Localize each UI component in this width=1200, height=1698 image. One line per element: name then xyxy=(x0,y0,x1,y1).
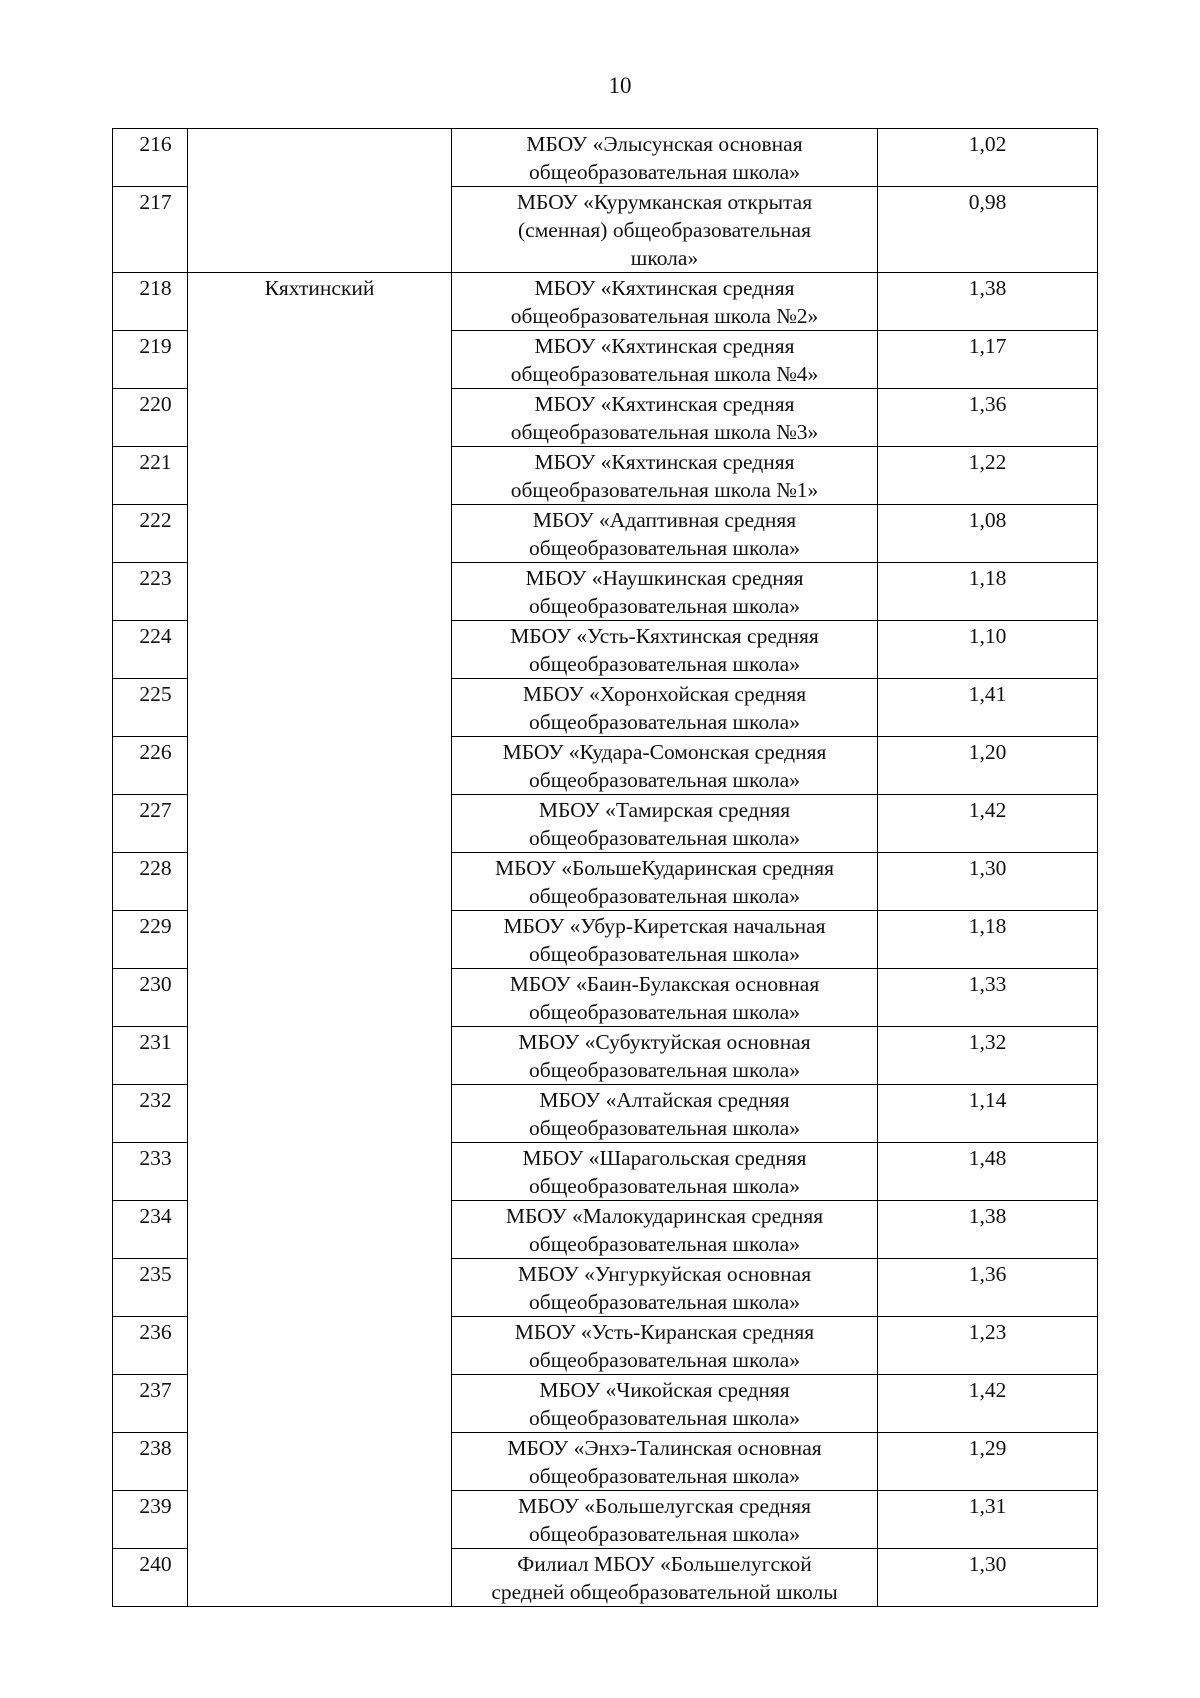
row-number-cell xyxy=(113,273,188,331)
value-cell xyxy=(878,1259,1098,1317)
row-number-cell xyxy=(113,563,188,621)
value-cell xyxy=(878,563,1098,621)
value-cell xyxy=(878,911,1098,969)
school-name-cell xyxy=(452,969,878,1027)
coefficient-value: 1,17 xyxy=(968,334,1007,358)
school-name-cell xyxy=(452,505,878,563)
school-name-cell xyxy=(452,563,878,621)
school-name: МБОУ «Хоронхойская средняя общеобразовательная школа» xyxy=(522,682,807,734)
coefficient-value: 1,38 xyxy=(968,276,1007,300)
row-number-cell xyxy=(113,1549,188,1607)
coefficient-value: 1,08 xyxy=(968,508,1007,532)
school-name: МБОУ «Усть-Киранская средняя общеобразовательная школа» xyxy=(514,1320,815,1372)
schools-table xyxy=(112,128,1098,1607)
row-number: 233 xyxy=(139,1146,172,1170)
school-name: МБОУ «Большелугская средняя общеобразовательная школа» xyxy=(518,1494,811,1546)
row-number-cell xyxy=(113,969,188,1027)
school-name: МБОУ «Кяхтинская средняя общеобразовательная школа №4» xyxy=(510,334,819,386)
school-name-cell xyxy=(452,1143,878,1201)
coefficient-value: 1,02 xyxy=(968,132,1007,156)
page-number: 10 xyxy=(608,73,632,98)
row-number: 221 xyxy=(139,450,172,474)
schools-table-body xyxy=(113,129,1098,1607)
row-number: 238 xyxy=(139,1436,172,1460)
row-number: 240 xyxy=(139,1552,172,1576)
school-name: МБОУ «Кудара-Сомонская средняя общеобразовательная школа» xyxy=(502,740,827,792)
row-number: 217 xyxy=(139,190,172,214)
row-number-cell xyxy=(113,853,188,911)
row-number-cell xyxy=(113,1491,188,1549)
row-number: 235 xyxy=(139,1262,172,1286)
coefficient-value: 1,23 xyxy=(968,1320,1007,1344)
coefficient-value: 1,36 xyxy=(968,392,1007,416)
row-number-cell xyxy=(113,795,188,853)
row-number-cell xyxy=(113,447,188,505)
row-number-cell xyxy=(113,1201,188,1259)
value-cell xyxy=(878,621,1098,679)
school-name: МБОУ «Кяхтинская средняя общеобразовательная школа №1» xyxy=(510,450,819,502)
value-cell xyxy=(878,1201,1098,1259)
row-number: 225 xyxy=(139,682,172,706)
value-cell xyxy=(878,1085,1098,1143)
school-name-cell xyxy=(452,1491,878,1549)
school-name-cell xyxy=(452,1259,878,1317)
school-name-cell xyxy=(452,1549,878,1607)
coefficient-value: 1,14 xyxy=(968,1088,1007,1112)
coefficient-value: 1,42 xyxy=(968,798,1007,822)
district-name xyxy=(188,129,451,130)
row-number: 231 xyxy=(139,1030,172,1054)
school-name: МБОУ «Шарагольская средняя общеобразовательная школа» xyxy=(522,1146,807,1198)
row-number: 219 xyxy=(139,334,172,358)
school-name: МБОУ «Тамирская средняя общеобразовательная школа» xyxy=(529,798,800,850)
value-cell xyxy=(878,969,1098,1027)
value-cell xyxy=(878,129,1098,187)
school-name: МБОУ «Курумканская открытая (сменная) общеобразовательная школа» xyxy=(516,190,813,270)
school-name: МБОУ «Адаптивная средняя общеобразовательная школа» xyxy=(529,508,800,560)
school-name: МБОУ «Чикойская средняя общеобразовательная школа» xyxy=(529,1378,800,1430)
value-cell xyxy=(878,737,1098,795)
row-number-cell xyxy=(113,737,188,795)
table-row xyxy=(113,129,1098,187)
row-number-cell xyxy=(113,1143,188,1201)
coefficient-value: 1,18 xyxy=(968,566,1007,590)
school-name: МБОУ «Кяхтинская средняя общеобразовательная школа №3» xyxy=(510,392,819,444)
row-number-cell xyxy=(113,679,188,737)
school-name-cell xyxy=(452,129,878,187)
coefficient-value: 1,42 xyxy=(968,1378,1007,1402)
value-cell xyxy=(878,1317,1098,1375)
coefficient-value: 1,41 xyxy=(968,682,1007,706)
row-number: 226 xyxy=(139,740,172,764)
row-number: 229 xyxy=(139,914,172,938)
school-name: МБОУ «Баин-Булакская основная общеобразовательная школа» xyxy=(509,972,820,1024)
school-name-cell xyxy=(452,331,878,389)
coefficient-value: 1,29 xyxy=(968,1436,1007,1460)
row-number-cell xyxy=(113,187,188,273)
school-name-cell xyxy=(452,679,878,737)
value-cell xyxy=(878,1143,1098,1201)
row-number: 237 xyxy=(139,1378,172,1402)
row-number-cell xyxy=(113,911,188,969)
row-number-cell xyxy=(113,1317,188,1375)
school-name: МБОУ «БольшеКударинская средняя общеобразовательная школа» xyxy=(494,856,835,908)
school-name-cell xyxy=(452,187,878,273)
school-name: МБОУ «Элысунская основная общеобразовательная школа» xyxy=(526,132,803,184)
coefficient-value: 1,33 xyxy=(968,972,1007,996)
coefficient-value: 1,31 xyxy=(968,1494,1007,1518)
school-name: МБОУ «Кяхтинская средняя общеобразовательная школа №2» xyxy=(510,276,819,328)
school-name-cell xyxy=(452,273,878,331)
school-name: МБОУ «Наушкинская средняя общеобразовательная школа» xyxy=(525,566,804,618)
coefficient-value: 1,38 xyxy=(968,1204,1007,1228)
row-number-cell xyxy=(113,505,188,563)
value-cell xyxy=(878,1027,1098,1085)
row-number-cell xyxy=(113,129,188,187)
value-cell xyxy=(878,679,1098,737)
school-name-cell xyxy=(452,1085,878,1143)
row-number-cell xyxy=(113,1375,188,1433)
school-name: Филиал МБОУ «Большелугской средней общеобразовательной школы xyxy=(491,1552,838,1604)
value-cell xyxy=(878,273,1098,331)
value-cell xyxy=(878,795,1098,853)
school-name-cell xyxy=(452,389,878,447)
row-number-cell xyxy=(113,1027,188,1085)
row-number-cell xyxy=(113,621,188,679)
school-name-cell xyxy=(452,1201,878,1259)
school-name-cell xyxy=(452,1433,878,1491)
row-number: 227 xyxy=(139,798,172,822)
school-name-cell xyxy=(452,621,878,679)
school-name: МБОУ «Усть-Кяхтинская средняя общеобразовательная школа» xyxy=(510,624,819,676)
district-cell xyxy=(188,273,452,1607)
school-name-cell xyxy=(452,853,878,911)
school-name-cell xyxy=(452,1375,878,1433)
coefficient-value: 1,10 xyxy=(968,624,1007,648)
school-name: МБОУ «Убур-Киретская начальная общеобразовательная школа» xyxy=(503,914,826,966)
row-number: 222 xyxy=(139,508,172,532)
row-number-cell xyxy=(113,1259,188,1317)
row-number: 232 xyxy=(139,1088,172,1112)
row-number: 228 xyxy=(139,856,172,880)
value-cell xyxy=(878,505,1098,563)
row-number: 236 xyxy=(139,1320,172,1344)
coefficient-value: 1,36 xyxy=(968,1262,1007,1286)
school-name-cell xyxy=(452,795,878,853)
district-cell xyxy=(188,129,452,273)
value-cell xyxy=(878,187,1098,273)
coefficient-value: 1,18 xyxy=(968,914,1007,938)
value-cell xyxy=(878,1491,1098,1549)
row-number: 218 xyxy=(139,276,172,300)
value-cell xyxy=(878,331,1098,389)
school-name: МБОУ «Энхэ-Талинская основная общеобразовательная школа» xyxy=(507,1436,822,1488)
school-name-cell xyxy=(452,737,878,795)
value-cell xyxy=(878,447,1098,505)
row-number: 224 xyxy=(139,624,172,648)
value-cell xyxy=(878,853,1098,911)
school-name-cell xyxy=(452,447,878,505)
school-name: МБОУ «Унгуркуйская основная общеобразовательная школа» xyxy=(517,1262,812,1314)
value-cell xyxy=(878,1549,1098,1607)
value-cell xyxy=(878,1433,1098,1491)
row-number-cell xyxy=(113,1085,188,1143)
coefficient-value: 1,22 xyxy=(968,450,1007,474)
coefficient-value: 1,30 xyxy=(968,856,1007,880)
value-cell xyxy=(878,1375,1098,1433)
coefficient-value: 0,98 xyxy=(968,190,1007,214)
row-number: 239 xyxy=(139,1494,172,1518)
row-number-cell xyxy=(113,331,188,389)
school-name-cell xyxy=(452,1317,878,1375)
school-name-cell xyxy=(452,911,878,969)
coefficient-value: 1,30 xyxy=(968,1552,1007,1576)
school-name: МБОУ «Субуктуйская основная общеобразовательная школа» xyxy=(518,1030,811,1082)
row-number: 223 xyxy=(139,566,172,590)
school-name-cell xyxy=(452,1027,878,1085)
row-number-cell xyxy=(113,389,188,447)
row-number: 234 xyxy=(139,1204,172,1228)
row-number: 230 xyxy=(139,972,172,996)
coefficient-value: 1,48 xyxy=(968,1146,1007,1170)
coefficient-value: 1,32 xyxy=(968,1030,1007,1054)
coefficient-value: 1,20 xyxy=(968,740,1007,764)
value-cell xyxy=(878,389,1098,447)
district-name: Кяхтинский xyxy=(264,276,375,300)
school-name: МБОУ «Малокударинская средняя общеобразовательная школа» xyxy=(505,1204,824,1256)
row-number-cell xyxy=(113,1433,188,1491)
table-row xyxy=(113,273,1098,331)
row-number: 216 xyxy=(139,132,172,156)
row-number: 220 xyxy=(139,392,172,416)
school-name: МБОУ «Алтайская средняя общеобразовательная школа» xyxy=(529,1088,800,1140)
